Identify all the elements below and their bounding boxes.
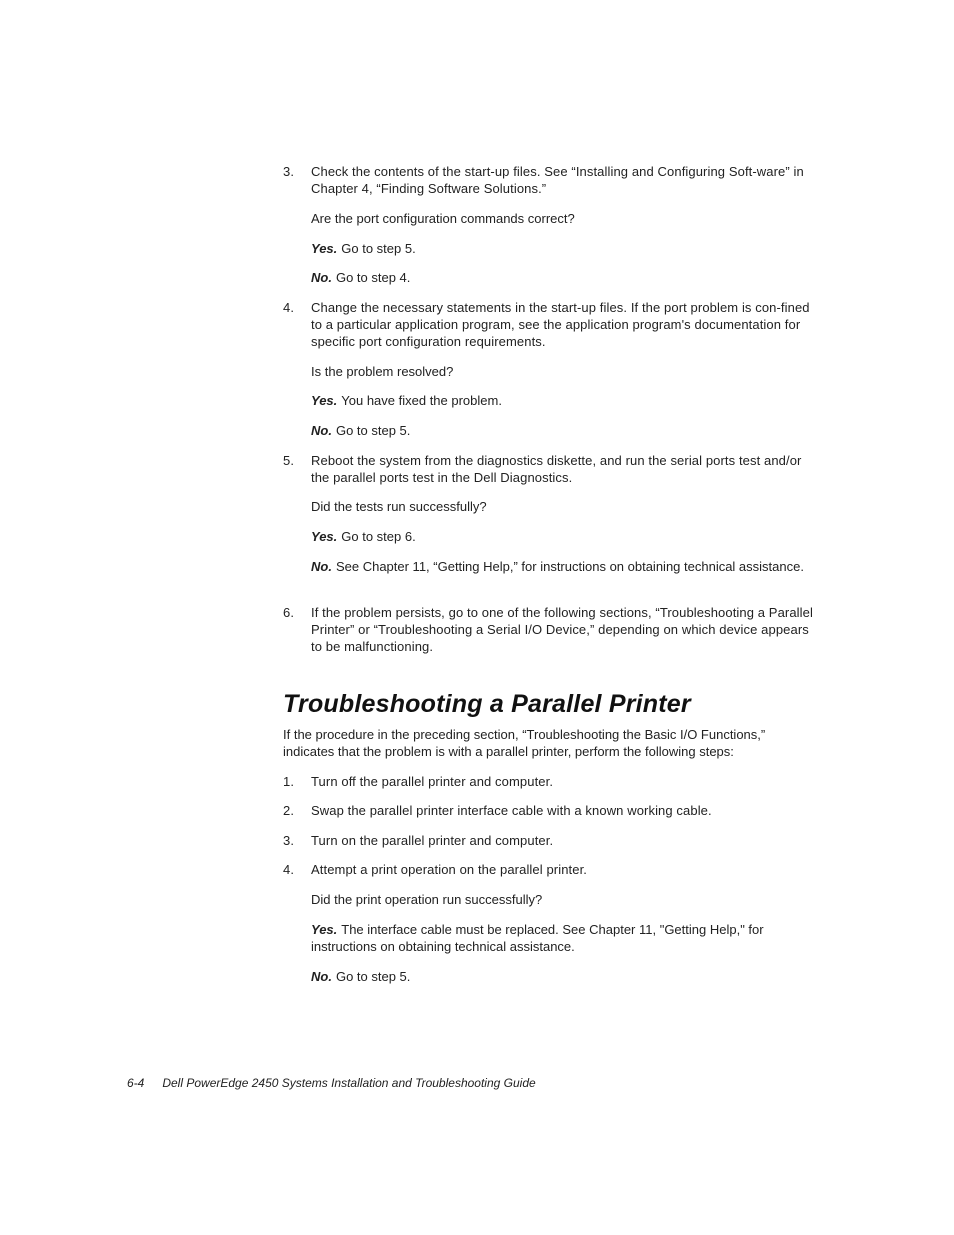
- step-number: 4.: [283, 300, 295, 315]
- no-label: No.: [311, 270, 332, 285]
- step-text: Turn on the parallel printer and computer.: [311, 833, 554, 848]
- step-number: 1.: [283, 774, 295, 789]
- section-heading: Troubleshooting a Parallel Printer: [283, 690, 691, 718]
- no-text: Go to step 4.: [335, 270, 411, 285]
- no-answer: [311, 968, 818, 985]
- step-text: Change the necessary statements in the start-up files. If the port problem is con-fined to a particular application program, see the application program's documentation for specific port configuration requirements.: [311, 300, 810, 349]
- yes-answer: [311, 528, 818, 545]
- step-number: 5.: [283, 453, 295, 468]
- no-label: No.: [311, 559, 332, 574]
- yes-label: Yes.: [311, 241, 338, 256]
- section-intro: If the procedure in the preceding section, “Troubleshooting the Basic I/O Functions,” indicates that the problem is with a parallel printer, perform the following steps:: [283, 727, 766, 759]
- step-text: Turn off the parallel printer and computer.: [311, 774, 554, 789]
- step-number: 6.: [283, 605, 295, 620]
- no-label: No.: [311, 423, 332, 438]
- step-text: Reboot the system from the diagnostics diskette, and run the serial ports test and/or the parallel ports test in the Dell Diagnostics.: [311, 453, 802, 485]
- yes-text: You have fixed the problem.: [341, 393, 502, 408]
- yes-label: Yes.: [311, 529, 338, 544]
- step-text: Swap the parallel printer interface cable with a known working cable.: [311, 803, 712, 818]
- step-question: Did the print operation run successfully?: [311, 892, 543, 907]
- page-footer: [127, 1075, 536, 1091]
- no-text: See Chapter 11, “Getting Help,” for instructions on obtaining technical assistance.: [335, 559, 804, 574]
- step-text: If the problem persists, go to one of the following sections, “Troubleshooting a Parallel Printer” or “Troubleshooting a Serial I/O Device,” depending on which device appears to be malfunctioning.: [311, 605, 813, 654]
- yes-label: Yes.: [311, 393, 338, 408]
- no-label: No.: [311, 969, 332, 984]
- yes-answer: [311, 392, 818, 409]
- step-number: 2.: [283, 803, 295, 818]
- step-question: Are the port configuration commands correct?: [311, 211, 575, 226]
- step-text: Check the contents of the start-up files. See “Installing and Configuring Soft-ware” in Chapter 4, “Finding Software Solutions.”: [311, 164, 804, 196]
- no-text: Go to step 5.: [335, 969, 411, 984]
- no-answer: [311, 269, 818, 286]
- step-number: 4.: [283, 862, 295, 877]
- yes-label: Yes.: [311, 922, 338, 937]
- page-number: 6-4: [127, 1076, 145, 1090]
- footer-title: Dell PowerEdge 2450 Systems Installation and Troubleshooting Guide: [162, 1076, 536, 1090]
- no-answer: [311, 422, 818, 439]
- yes-text: The interface cable must be replaced. See Chapter 11, "Getting Help," for instructions on obtaining technical assistance.: [311, 922, 764, 954]
- yes-answer: [311, 240, 818, 257]
- no-answer: [311, 558, 818, 575]
- yes-text: Go to step 6.: [341, 529, 416, 544]
- step-number: 3.: [283, 164, 295, 179]
- step-question: Is the problem resolved?: [311, 364, 454, 379]
- no-text: Go to step 5.: [335, 423, 411, 438]
- step-text: Attempt a print operation on the parallel printer.: [311, 862, 587, 877]
- yes-answer: [311, 921, 818, 955]
- step-question: Did the tests run successfully?: [311, 499, 487, 514]
- step-number: 3.: [283, 833, 295, 848]
- yes-text: Go to step 5.: [341, 241, 416, 256]
